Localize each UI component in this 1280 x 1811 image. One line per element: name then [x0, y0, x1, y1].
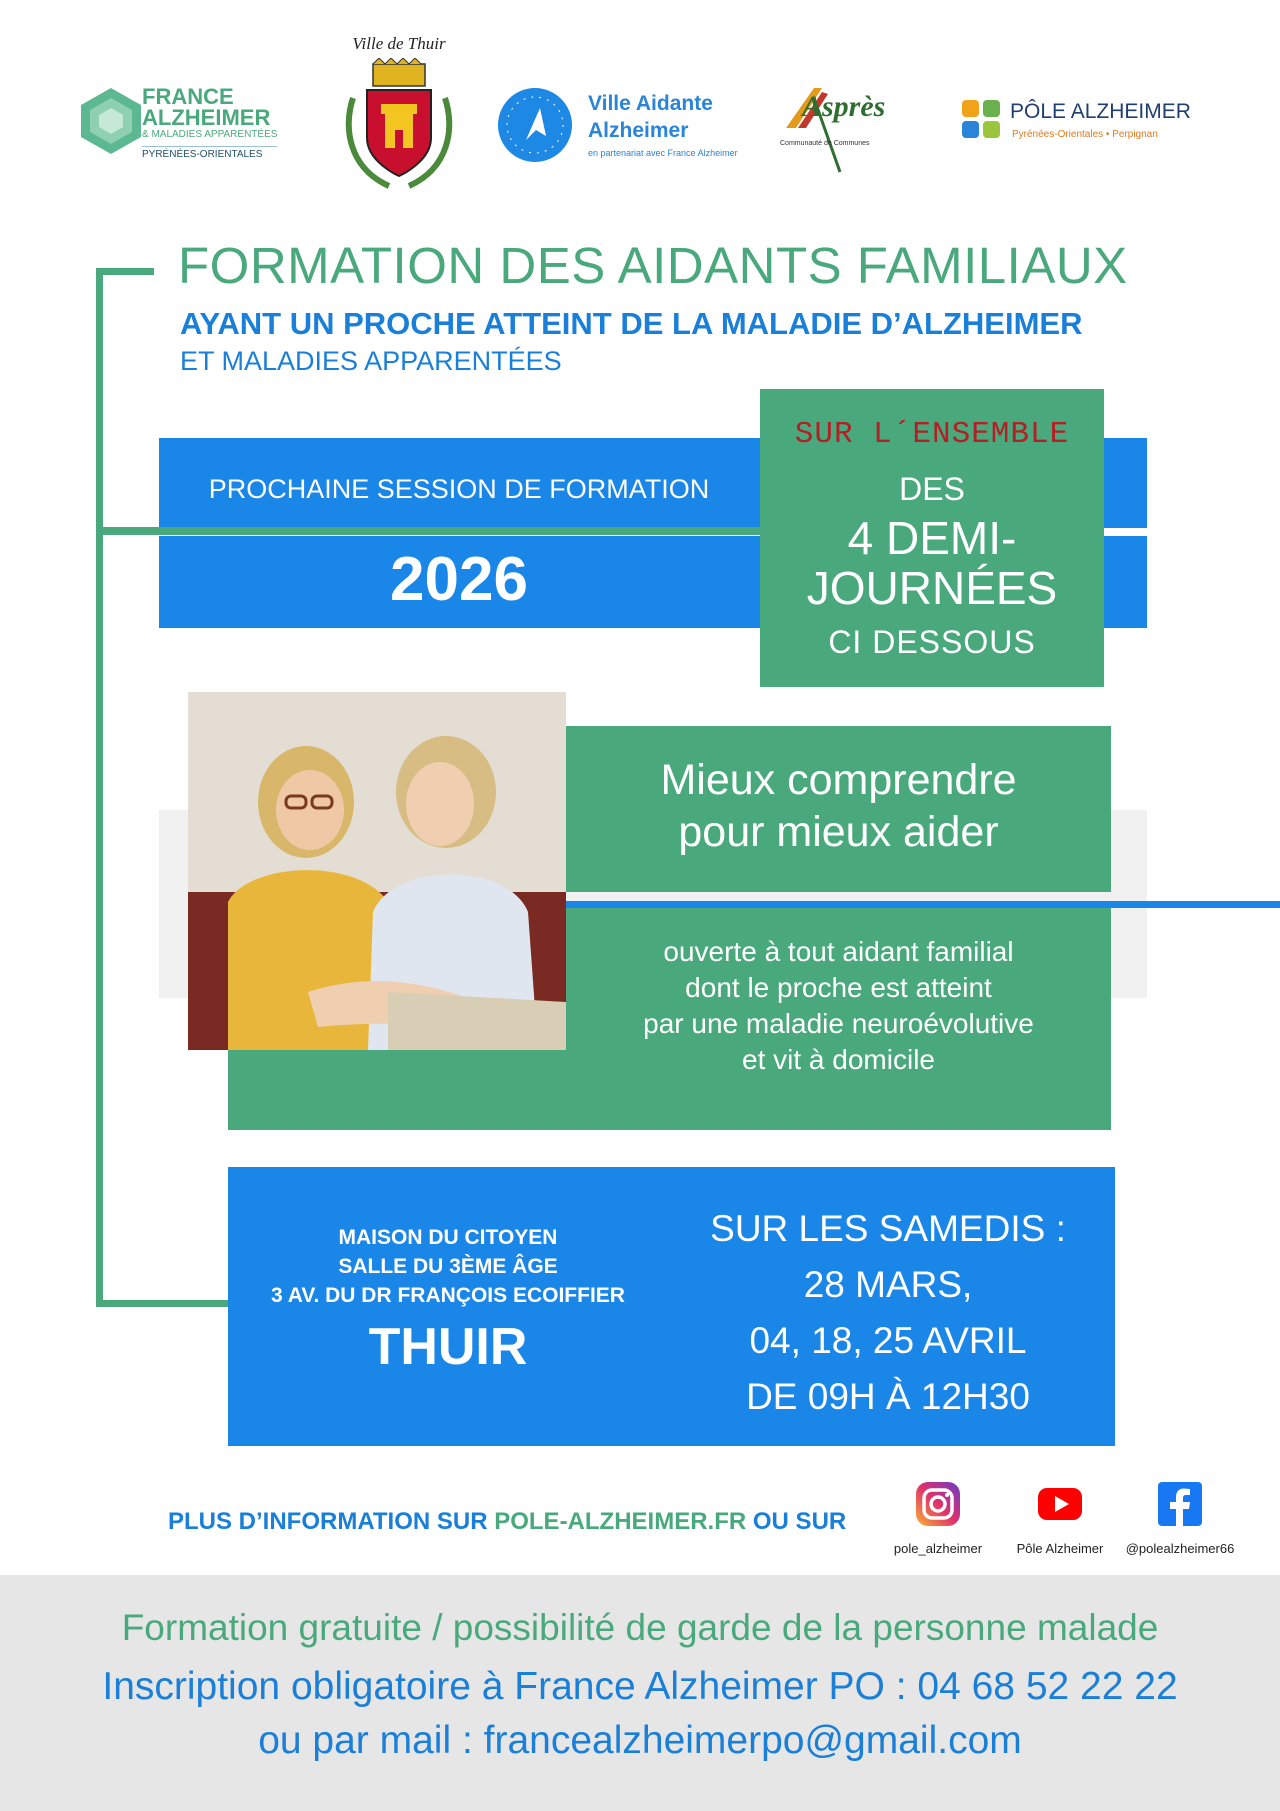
ville-aidante-title	[588, 90, 713, 144]
dates-list	[676, 1201, 1100, 1425]
footer-line-3: ou par mail : francealzheimerpo@gmail.com	[258, 1719, 1022, 1762]
location-city: THUIR	[368, 1318, 528, 1376]
footer-line-2: Inscription obligatoire à France Alzheimer PO : 04 68 52 22 22	[102, 1665, 1178, 1708]
footer-line-1: Formation gratuite / possibilité de garde de la personne malade	[121, 1607, 1159, 1648]
location-address	[228, 1223, 668, 1310]
page-subtitle: AYANT UN PROCHE ATTEINT DE LA MALADIE D’ALZHEIMER	[180, 306, 1083, 341]
more-info-prefix: PLUS D’INFORMATION SUR	[168, 1508, 495, 1535]
instagram-link[interactable]	[868, 1480, 1008, 1556]
page-subtitle-2: ET MALADIES APPARENTÉES	[180, 346, 562, 376]
france-alzheimer-logo	[76, 82, 286, 162]
slogan-text	[566, 754, 1111, 858]
demi-journees-line2: JOURNÉES	[806, 562, 1058, 614]
open-line-1: ouverte à tout aidant familial	[663, 936, 1014, 967]
youtube-icon	[1036, 1480, 1084, 1528]
pole-alzheimer-logo	[962, 98, 1192, 148]
dates-line-3: 04, 18, 25 AVRIL	[749, 1320, 1027, 1361]
ville-aidante-line2: Alzheimer	[588, 119, 689, 142]
hexagon-icon	[76, 86, 146, 156]
pole-square-icon	[983, 100, 1000, 117]
more-info-line	[168, 1508, 846, 1536]
demi-journees-box	[760, 389, 1104, 687]
ci-dessous-label: CI DESSOUS	[828, 624, 1036, 660]
demi-journees-line1: 4 DEMI-	[847, 512, 1017, 564]
location-line-2: SALLE DU 3ÈME ÂGE	[338, 1255, 558, 1278]
instagram-icon	[914, 1480, 962, 1528]
open-line-3: par une maladie neuroévolutive	[643, 1008, 1034, 1039]
youtube-label: Pôle Alzheimer	[1016, 1541, 1104, 1556]
france-alzheimer-line1: FRANCE	[142, 84, 234, 109]
open-line-2: dont le proche est atteint	[685, 972, 992, 1003]
location-line-1: MAISON DU CITOYEN	[338, 1226, 558, 1249]
ville-aidante-line1: Ville Aidante	[588, 92, 713, 115]
ville-thuir-title: Ville de Thuir	[352, 34, 446, 53]
pole-square-icon	[962, 121, 979, 138]
dates-line-4: DE 09H À 12H30	[746, 1376, 1030, 1417]
open-line-4: et vit à domicile	[742, 1044, 935, 1075]
pole-alzheimer-sub: Pyrénées-Orientales • Perpignan	[1012, 129, 1158, 140]
france-alzheimer-line4: PYRÉNÉES-ORIENTALES	[142, 146, 277, 160]
location-dates-box	[228, 1167, 1115, 1446]
facebook-label: @polealzheimer66	[1125, 1541, 1235, 1556]
slogan-line-1: Mieux comprendre	[660, 756, 1017, 804]
open-to-text	[566, 934, 1111, 1078]
ville-thuir-logo	[334, 34, 464, 194]
facebook-icon	[1156, 1480, 1204, 1528]
france-alzheimer-line3: & MALADIES APPARENTÉES	[142, 129, 278, 140]
des-label: DES	[899, 471, 965, 507]
facebook-link[interactable]	[1110, 1480, 1250, 1556]
blue-rule	[566, 901, 1280, 908]
compass-icon	[496, 86, 574, 164]
connector-line	[96, 268, 154, 275]
pole-square-icon	[962, 100, 979, 117]
caregivers-photo	[188, 692, 566, 1050]
instagram-label: pole_alzheimer	[893, 1541, 983, 1556]
aspres-name: Asprès	[802, 90, 886, 123]
footer	[0, 1575, 1280, 1811]
ville-aidante-sub: en partenariat avec France Alzheimer	[588, 148, 738, 158]
demi-journees-label	[760, 513, 1104, 613]
photo-illustration	[188, 692, 566, 1050]
pole-square-icon	[983, 121, 1000, 138]
dates-line-2: 28 MARS,	[803, 1264, 973, 1305]
youtube-link[interactable]	[990, 1480, 1130, 1556]
aspres-sub: Communauté de Communes	[780, 140, 870, 147]
session-year: 2026	[390, 545, 528, 614]
pole-alzheimer-title: PÔLE ALZHEIMER	[1010, 100, 1191, 123]
slogan-box	[566, 726, 1111, 892]
ville-aidante-logo	[496, 86, 756, 166]
more-info-suffix: OU SUR	[746, 1508, 847, 1535]
session-label: PROCHAINE SESSION DE FORMATION	[208, 474, 710, 504]
location-line-3: 3 AV. DU DR FRANÇOIS ECOIFFIER	[271, 1284, 625, 1307]
connector-line	[96, 1300, 228, 1307]
dates-line-1: SUR LES SAMEDIS :	[710, 1208, 1066, 1249]
sur-ensemble-label: SUR L´ENSEMBLE	[794, 417, 1070, 452]
slogan-line-2: pour mieux aider	[678, 808, 999, 856]
coat-of-arms-icon	[339, 58, 459, 192]
page-title: FORMATION DES AIDANTS FAMILIAUX	[178, 237, 1128, 294]
connector-line	[96, 268, 103, 1306]
connector-line	[96, 527, 796, 535]
aspres-logo	[778, 84, 908, 174]
website-link[interactable]: POLE-ALZHEIMER.FR	[494, 1508, 747, 1535]
france-alzheimer-line2: ALZHEIMER	[142, 105, 271, 130]
